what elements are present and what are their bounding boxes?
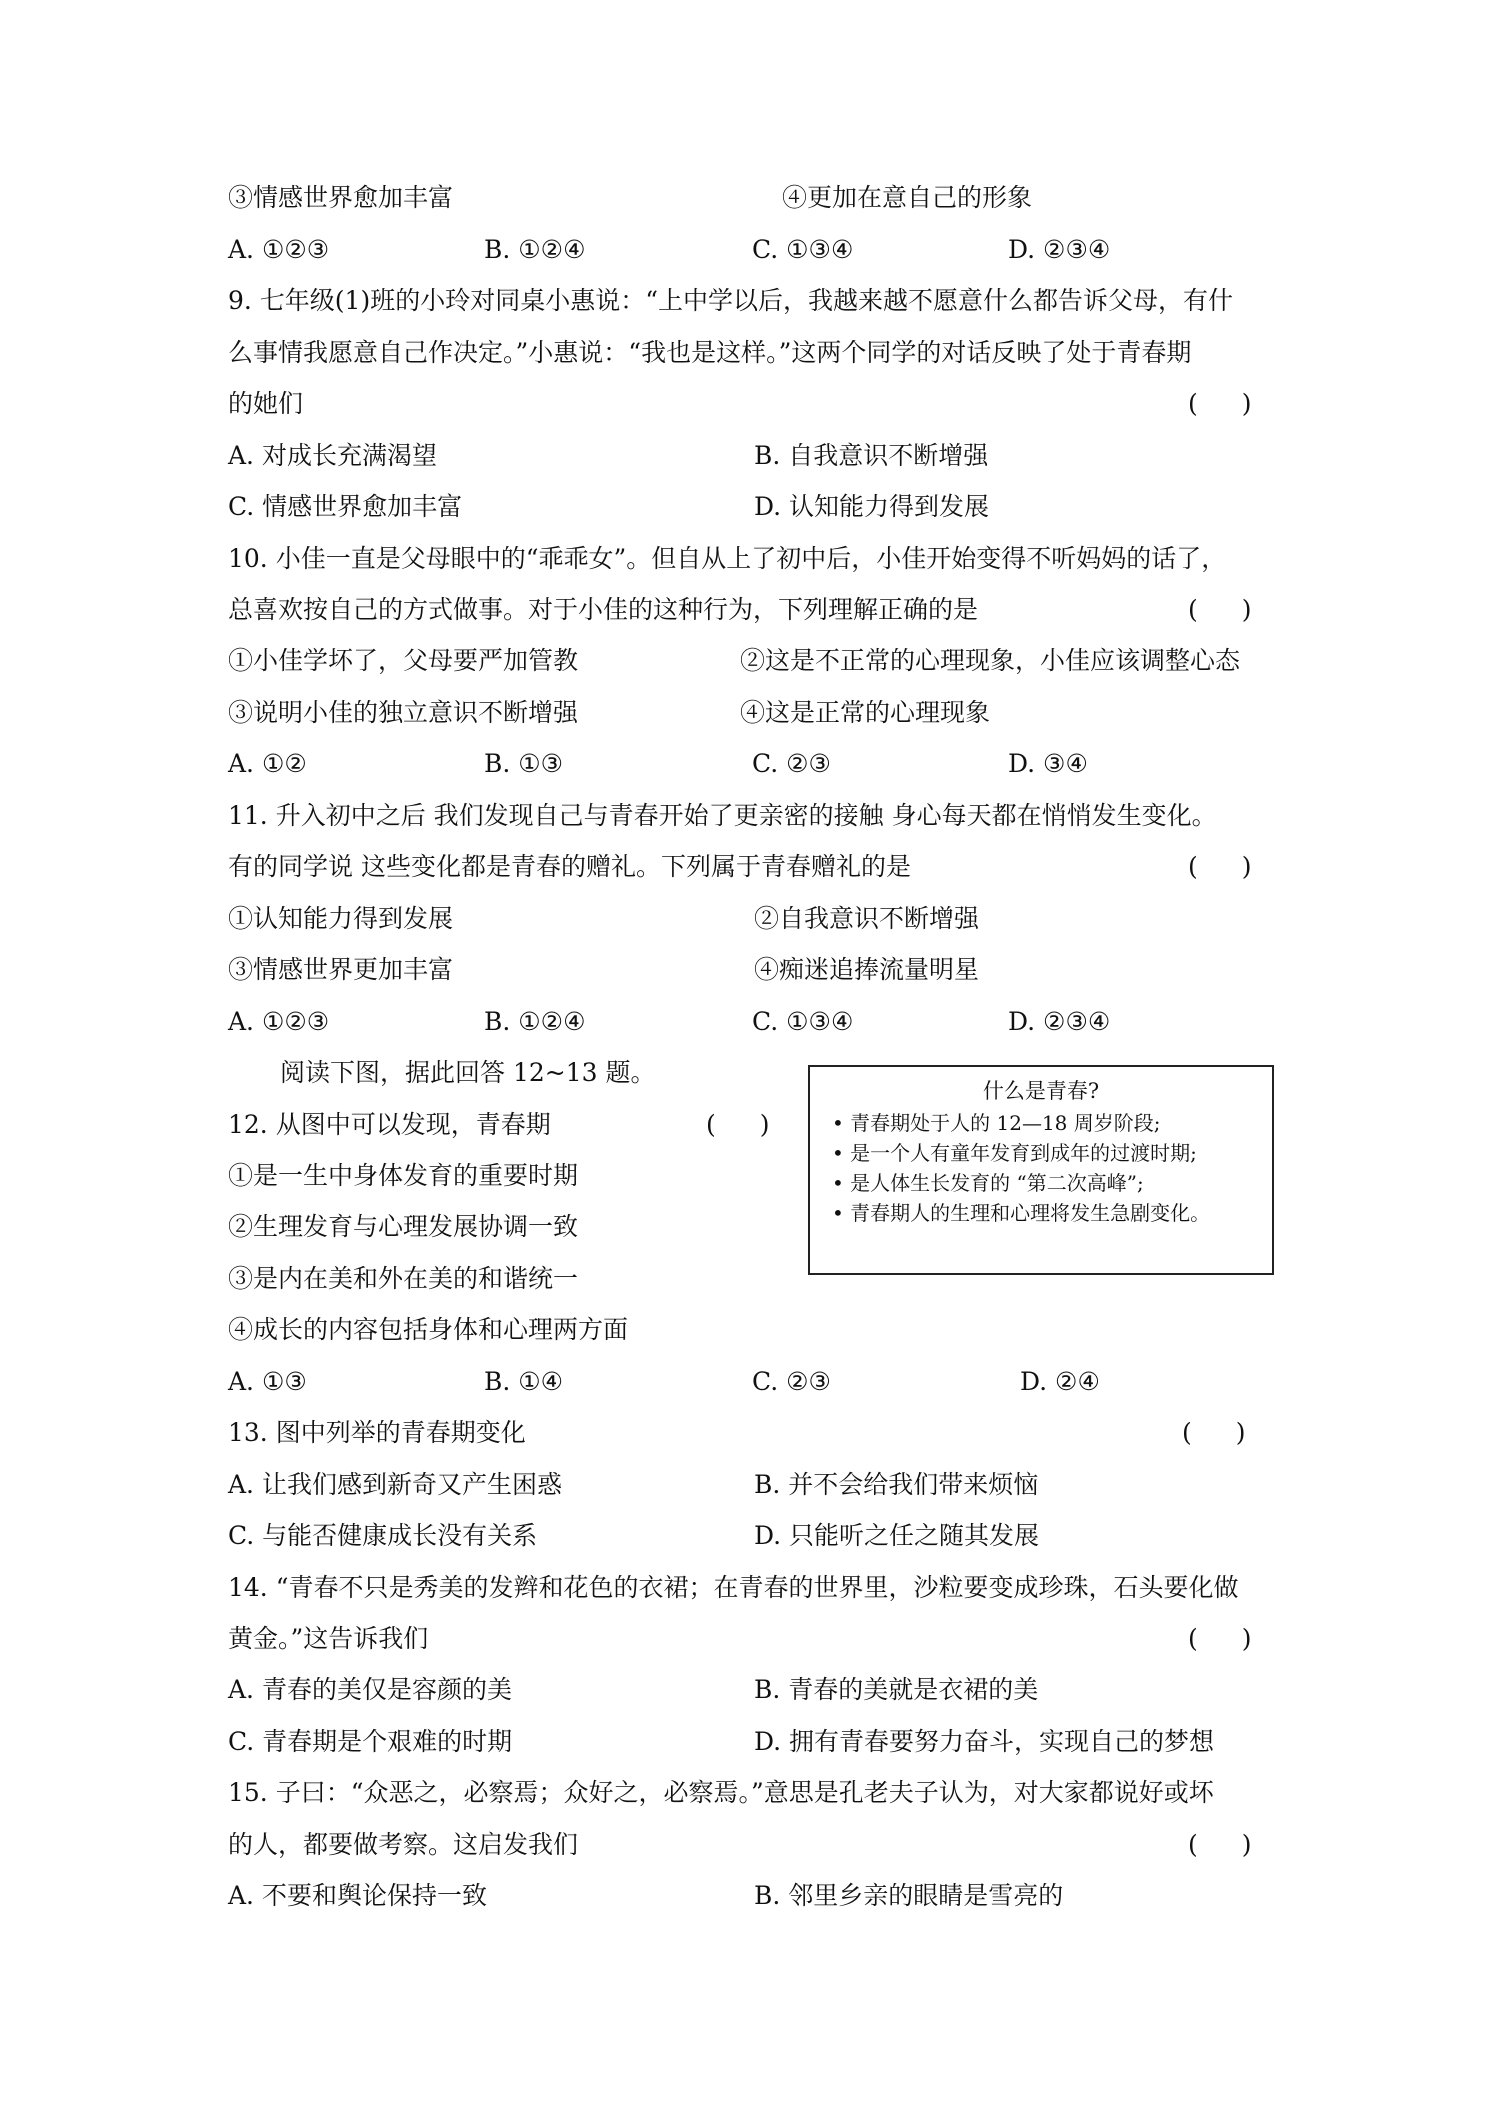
q10-choice-a: A. ①② <box>228 749 307 778</box>
q12-choice-a: A. ①③ <box>228 1367 307 1396</box>
q13-answer-paren: ( ) <box>1182 1418 1264 1447</box>
q11-choice-d: D. ②③④ <box>1008 1007 1111 1036</box>
q10-option-2: ②这是不正常的心理现象，小佳应该调整心态 <box>740 646 1241 675</box>
q10-option-1: ①小佳学坏了，父母要严加管教 <box>228 646 579 675</box>
q12-stem: 12. 从图中可以发现，青春期 <box>228 1110 551 1139</box>
q11-option-3: ③情感世界更加丰富 <box>228 955 454 984</box>
q12-answer-paren: ( ) <box>706 1110 788 1139</box>
q12-choice-d: D. ②④ <box>1020 1367 1100 1396</box>
q9-stem-line-2: 么事情我愿意自己作决定。”小惠说：“我也是这样。”这两个同学的对话反映了处于青春期 <box>228 338 1192 367</box>
q10-option-4: ④这是正常的心理现象 <box>740 698 991 727</box>
q9-option-a: A. 对成长充满渴望 <box>228 441 437 470</box>
q12-choice-c: C. ②③ <box>752 1367 831 1396</box>
reading-intro: 阅读下图，据此回答 12~13 题。 <box>280 1058 656 1087</box>
figure-title: 什么是青春? <box>982 1079 1100 1103</box>
q8-choice-a: A. ①②③ <box>228 235 330 264</box>
q11-option-4: ④痴迷追捧流量明星 <box>754 955 980 984</box>
q15-option-b: B. 邻里乡亲的眼睛是雪亮的 <box>754 1881 1064 1910</box>
q8-choice-b: B. ①②④ <box>484 235 586 264</box>
q14-option-b: B. 青春的美就是衣裙的美 <box>754 1675 1039 1704</box>
q15-stem-line-1: 15. 子曰：“众恶之，必察焉；众好之，必察焉。”意思是孔老夫子认为，对大家都说好或坏 <box>228 1778 1214 1807</box>
q10-choice-b: B. ①③ <box>484 749 564 778</box>
q14-option-a: A. 青春的美仅是容颜的美 <box>228 1675 512 1704</box>
q12-option-3: ③是内在美和外在美的和谐统一 <box>228 1264 579 1293</box>
q15-stem-line-2: 的人，都要做考察。这启发我们 <box>228 1830 579 1859</box>
q8-option-4: ④更加在意自己的形象 <box>782 183 1033 212</box>
q11-choice-b: B. ①②④ <box>484 1007 586 1036</box>
figure-what-is-youth-box <box>808 1065 1274 1275</box>
q10-answer-paren: ( ) <box>1188 595 1270 624</box>
q14-option-d: D. 拥有青春要努力奋斗，实现自己的梦想 <box>754 1727 1215 1756</box>
q13-option-c: C. 与能否健康成长没有关系 <box>228 1521 538 1550</box>
q10-stem-line-1: 10. 小佳一直是父母眼中的“乖乖女”。但自从上了初中后，小佳开始变得不听妈妈的话了， <box>228 544 1227 573</box>
q9-stem-line-3: 的她们 <box>228 389 304 418</box>
q11-stem-line-1: 11. 升入初中之后 我们发现自己与青春开始了更亲密的接触 身心每天都在悄悄发生变化。 <box>228 801 1217 830</box>
q8-choice-d: D. ②③④ <box>1008 235 1111 264</box>
q12-option-4: ④成长的内容包括身体和心理两方面 <box>228 1315 629 1344</box>
q10-stem-line-2: 总喜欢按自己的方式做事。对于小佳的这种行为，下列理解正确的是 <box>228 595 979 624</box>
q9-answer-paren: ( ) <box>1188 389 1270 418</box>
q8-option-3: ③情感世界愈加丰富 <box>228 183 454 212</box>
q11-option-2: ②自我意识不断增强 <box>754 904 980 933</box>
q14-answer-paren: ( ) <box>1188 1624 1270 1653</box>
q10-option-3: ③说明小佳的独立意识不断增强 <box>228 698 579 727</box>
q14-stem-line-1: 14. “青春不只是秀美的发辫和花色的衣裙；在青春的世界里，沙粒要变成珍珠，石头要化做 <box>228 1573 1239 1602</box>
q9-option-b: B. 自我意识不断增强 <box>754 441 989 470</box>
q10-choice-c: C. ②③ <box>752 749 831 778</box>
figure-item: • 是人体生长发育的 “第二次高峰”; <box>832 1171 1144 1195</box>
q15-answer-paren: ( ) <box>1188 1830 1270 1859</box>
q15-option-a: A. 不要和舆论保持一致 <box>228 1881 487 1910</box>
q13-option-d: D. 只能听之任之随其发展 <box>754 1521 1040 1550</box>
q11-answer-paren: ( ) <box>1188 852 1270 881</box>
figure-item: • 青春期人的生理和心理将发生急剧变化。 <box>832 1201 1211 1225</box>
q12-choice-b: B. ①④ <box>484 1367 564 1396</box>
q12-option-2: ②生理发育与心理发展协调一致 <box>228 1212 579 1241</box>
q11-choice-c: C. ①③④ <box>752 1007 854 1036</box>
q9-stem-line-1: 9. 七年级(1)班的小玲对同桌小惠说：“上中学以后，我越来越不愿意什么都告诉父母，有什 <box>228 286 1233 315</box>
q10-choice-d: D. ③④ <box>1008 749 1088 778</box>
figure-item: • 青春期处于人的 12—18 周岁阶段; <box>832 1111 1161 1135</box>
q13-stem: 13. 图中列举的青春期变化 <box>228 1418 526 1447</box>
figure-item: • 是一个人有童年发育到成年的过渡时期; <box>832 1141 1197 1165</box>
q13-option-b: B. 并不会给我们带来烦恼 <box>754 1470 1039 1499</box>
q13-option-a: A. 让我们感到新奇又产生困惑 <box>228 1470 562 1499</box>
q14-stem-line-2: 黄金。”这告诉我们 <box>228 1624 429 1653</box>
q11-option-1: ①认知能力得到发展 <box>228 904 454 933</box>
q8-choice-c: C. ①③④ <box>752 235 854 264</box>
q14-option-c: C. 青春期是个艰难的时期 <box>228 1727 513 1756</box>
q9-option-d: D. 认知能力得到发展 <box>754 492 990 521</box>
q9-option-c: C. 情感世界愈加丰富 <box>228 492 463 521</box>
q11-choice-a: A. ①②③ <box>228 1007 330 1036</box>
q11-stem-line-2: 有的同学说 这些变化都是青春的赠礼。下列属于青春赠礼的是 <box>228 852 911 881</box>
q12-option-1: ①是一生中身体发育的重要时期 <box>228 1161 579 1190</box>
